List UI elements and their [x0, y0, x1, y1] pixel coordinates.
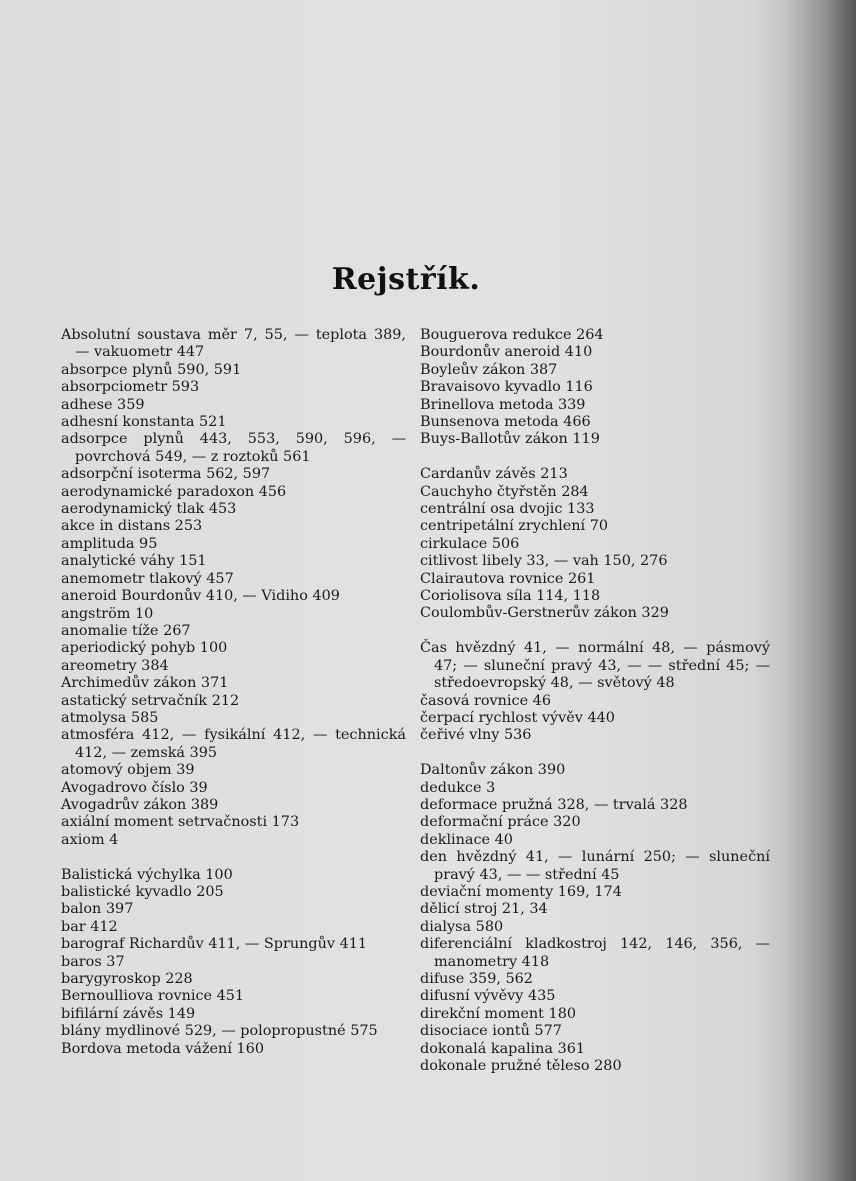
index-entry: aerodynamický tlak 453: [61, 501, 237, 518]
index-entry: anomalie tíže 267: [61, 622, 191, 639]
index-entry: Brinellova metoda 339: [420, 396, 586, 413]
index-entry: barograf Richardův 411, — Sprungův 411: [61, 936, 368, 953]
page-title: Rejstřík.: [331, 262, 481, 297]
index-entry: adhesní konstanta 521: [61, 414, 227, 431]
index-entry: dedukce 3: [420, 779, 496, 796]
index-entry: disociace iontů 577: [420, 1023, 562, 1040]
section-gap: [420, 623, 770, 640]
index-entry: aneroid Bourdonův 410, — Vidiho 409: [61, 588, 340, 605]
index-entry: absorpciometr 593: [61, 379, 200, 396]
index-column-right: [420, 327, 770, 1075]
index-entry: balistické kyvadlo 205: [61, 883, 224, 900]
index-entry: deklinace 40: [420, 831, 513, 848]
index-entry: dokonalá kapalina 361: [420, 1040, 586, 1057]
index-entry: dělicí stroj 21, 34: [420, 901, 548, 918]
index-entry: deviační momenty 169, 174: [420, 883, 622, 900]
index-entry: Bunsenova metoda 466: [420, 414, 591, 431]
index-entry: barygyroskop 228: [61, 971, 193, 988]
index-entry: adsorpční isoterma 562, 597: [61, 466, 271, 483]
index-entry: bar 412: [61, 918, 118, 935]
index-entry: axiom 4: [61, 831, 119, 848]
index-entry: amplituda 95: [61, 535, 158, 552]
index-entry: Archimedův zákon 371: [61, 675, 229, 692]
index-entry: Bernoulliova rovnice 451: [61, 988, 245, 1005]
index-entry: blány mydlinové 529, — polopropustné 575: [61, 1023, 378, 1040]
index-entry: analytické váhy 151: [61, 553, 207, 570]
index-entry: cirkulace 506: [420, 535, 520, 552]
index-entry: dokonale pružné těleso 280: [420, 1058, 622, 1075]
index-entry: Cauchyho čtyřstěn 284: [420, 483, 589, 500]
index-entry: deformační práce 320: [420, 814, 581, 831]
index-entry: Coriolisova síla 114, 118: [420, 588, 601, 605]
index-entry: aerodynamické paradoxon 456: [61, 483, 287, 500]
index-entry: Coulombův-Gerstnerův zákon 329: [420, 605, 669, 622]
index-entry: Boyleův zákon 387: [420, 361, 558, 378]
index-entry: baros 37: [61, 953, 125, 970]
index-entry: centrální osa dvojic 133: [420, 501, 595, 518]
index-entry: Balistická výchylka 100: [61, 866, 233, 883]
page-edge-shadow: [786, 0, 856, 1181]
index-entry: anemometr tlakový 457: [61, 570, 234, 587]
index-entry: citlivost libely 33, — vah 150, 276: [420, 553, 668, 570]
section-gap: [420, 449, 770, 466]
index-entry: difuse 359, 562: [420, 970, 533, 987]
index-entry: adsorpce plynů 443, 553, 590, 596, — povrchová 549, — z roztoků 561: [61, 431, 406, 465]
index-entry: Avogadrův zákon 389: [61, 796, 219, 813]
index-entry: akce in distans 253: [61, 518, 203, 535]
index-entry: atomový objem 39: [61, 762, 195, 779]
index-entry: adhese 359: [61, 396, 145, 413]
section-gap: [420, 745, 770, 762]
index-entry: čerpací rychlost vývěv 440: [420, 709, 615, 726]
index-entry: astatický setrvačník 212: [61, 692, 240, 709]
index-entry: časová rovnice 46: [420, 692, 551, 709]
index-entry: Buys-Ballotův zákon 119: [420, 431, 600, 448]
index-entry: Bordova metoda vážení 160: [61, 1040, 264, 1057]
index-entry: Bourdonův aneroid 410: [420, 344, 593, 361]
index-entry: Cardanův závěs 213: [420, 466, 568, 483]
index-entry: centripetální zrychlení 70: [420, 518, 609, 535]
index-entry: angström 10: [61, 605, 154, 622]
index-entry: čeřivé vlny 536: [420, 727, 532, 744]
index-entry: Bouguerova redukce 264: [420, 327, 604, 343]
index-entry: direkční moment 180: [420, 1005, 576, 1022]
index-entry: difusní vývěvy 435: [420, 988, 556, 1005]
index-entry: aperiodický pohyb 100: [61, 640, 228, 657]
index-entry: absorpce plynů 590, 591: [61, 361, 242, 378]
index-entry: diferenciální kladkostroj 142, 146, 356, — manometry 418: [420, 936, 770, 970]
index-entry: Daltonův zákon 390: [420, 762, 566, 779]
index-column-left: [61, 327, 406, 1058]
index-entry: Avogadrovo číslo 39: [61, 779, 208, 796]
index-entry: deformace pružná 328, — trvalá 328: [420, 796, 688, 813]
index-entry: Clairautova rovnice 261: [420, 570, 596, 587]
index-entry: den hvězdný 41, — lunární 250; — sluneční pravý 43, — — střední 45: [420, 849, 770, 883]
index-entry: dialysa 580: [420, 918, 504, 935]
index-entry: areometry 384: [61, 657, 169, 674]
index-entry: bifilární závěs 149: [61, 1005, 196, 1022]
index-entry: atmosféra 412, — fysikální 412, — technická 412, — zemská 395: [61, 727, 406, 761]
index-entry: atmolysa 585: [61, 709, 159, 726]
index-entry: Čas hvězdný 41, — normální 48, — pásmový 47; — sluneční pravý 43, — — střední 45; — středoevropský 48, — světový 48: [420, 640, 770, 692]
index-entry: Bravaisovo kyvadlo 116: [420, 379, 593, 396]
index-entry: balon 397: [61, 901, 134, 918]
index-entry: Absolutní soustava měr 7, 55, — teplota 389, — vakuometr 447: [61, 327, 406, 361]
index-entry: axiální moment setrvačnosti 173: [61, 814, 300, 831]
section-gap: [61, 849, 406, 866]
